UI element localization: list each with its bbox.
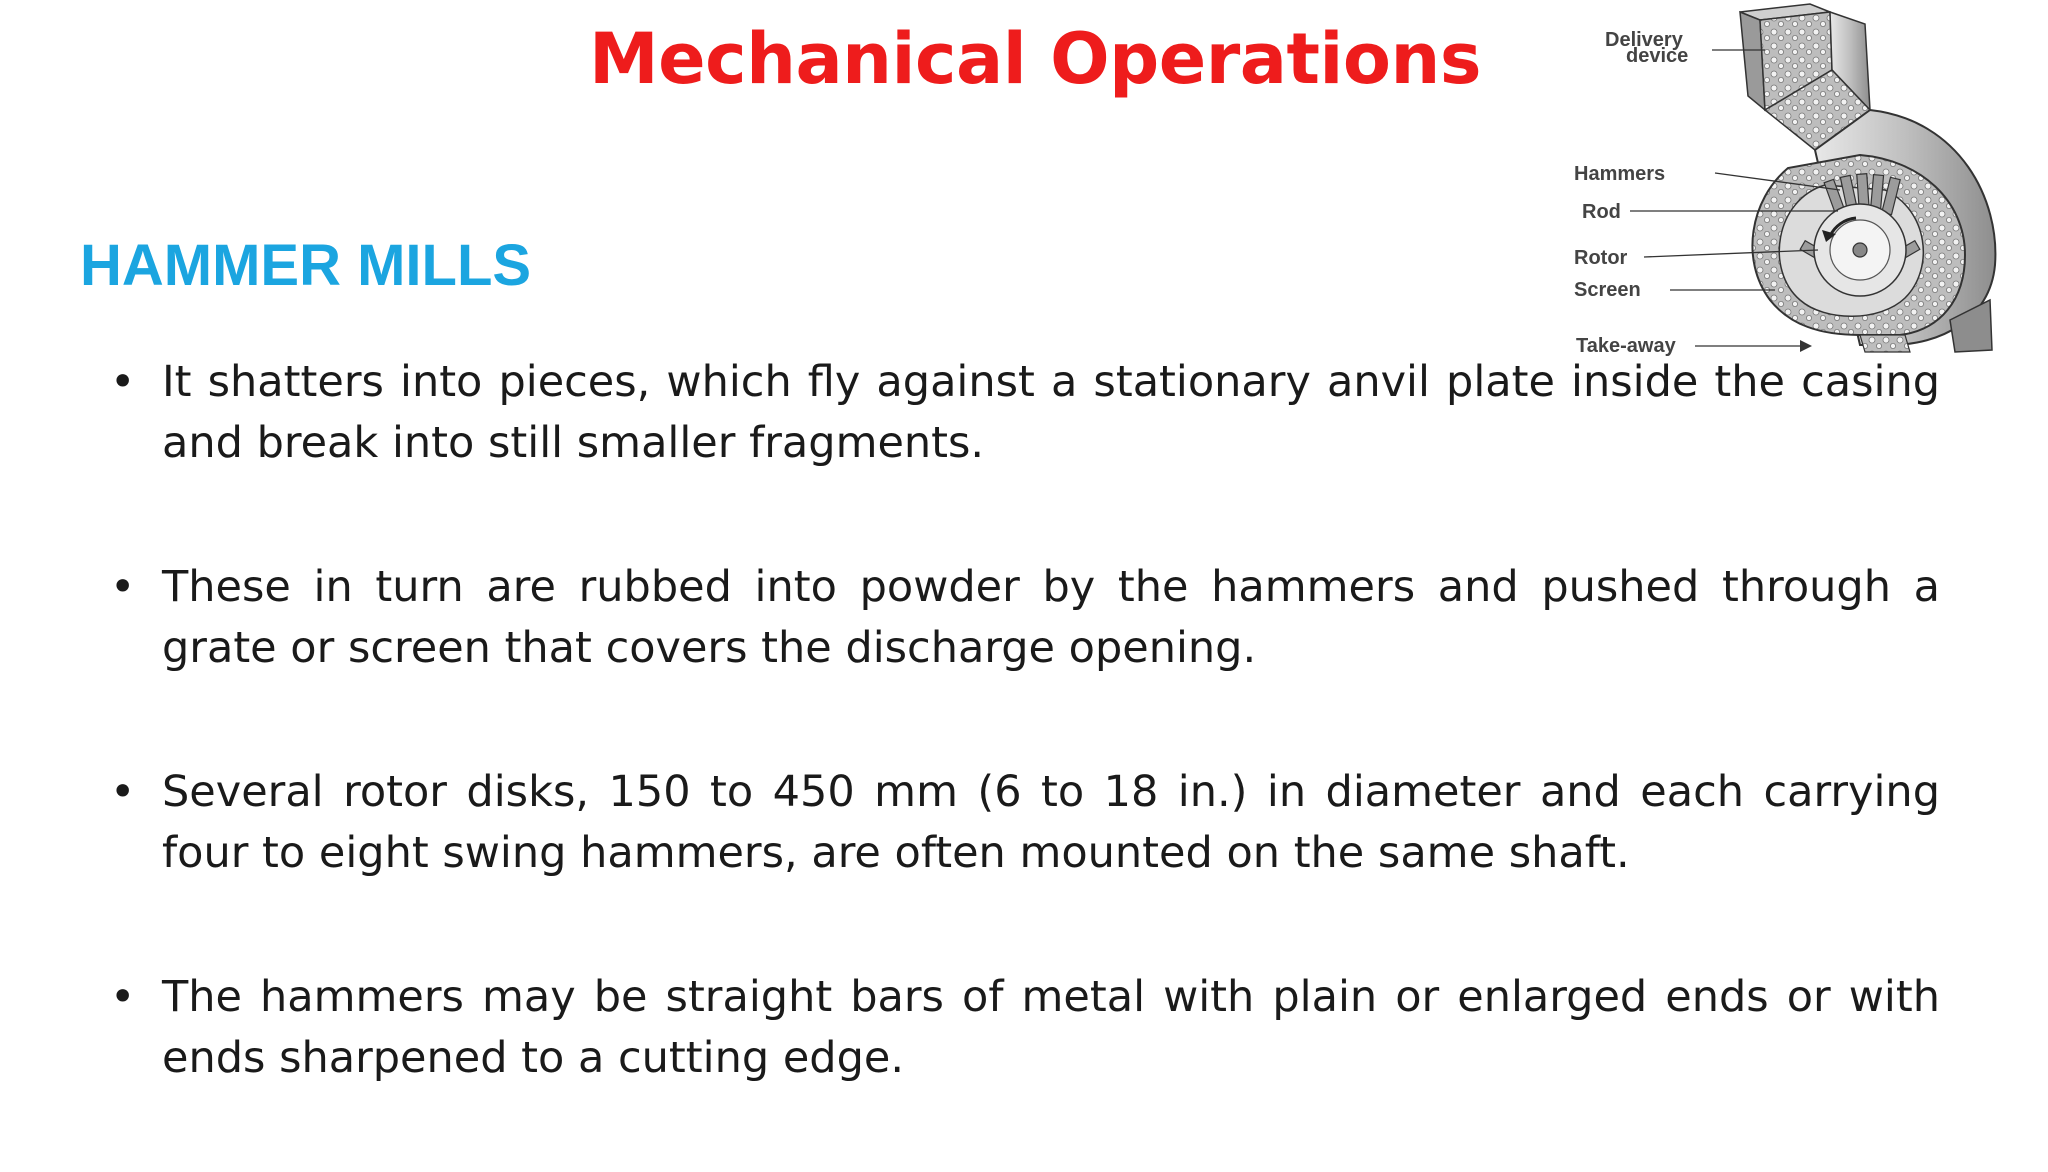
- slide-title: Mechanical Operations: [588, 18, 1481, 100]
- label-hammers: Hammers: [1574, 163, 1666, 185]
- hammer-mill-diagram: [1560, 0, 2048, 360]
- bullet-text: Several rotor disks, 150 to 450 mm (6 to 18 in.) in diameter and each carrying four to eight swing hammers, are often mounted on the same shaft.: [162, 767, 1940, 878]
- bullet-text: These in turn are rubbed into powder by the hammers and pushed through a grate or screen that covers the discharge opening.: [162, 562, 1940, 673]
- bullet-icon: •: [110, 562, 136, 612]
- label-rod: Rod: [1582, 201, 1621, 223]
- bullet-text: It shatters into pieces, which fly against a stationary anvil plate inside the casing and break into still smaller fragments.: [162, 357, 1940, 468]
- label-take-away: Take-away: [1576, 335, 1676, 357]
- bullet-icon: •: [110, 972, 136, 1022]
- bullet-item: [110, 762, 1940, 884]
- section-heading: HAMMER MILLS: [80, 233, 532, 298]
- label-device: device: [1626, 45, 1689, 67]
- bullet-icon: •: [110, 767, 136, 817]
- bullet-icon: •: [110, 357, 136, 407]
- bullet-item: [110, 967, 1940, 1089]
- bullet-item: [110, 352, 1940, 474]
- label-rotor: Rotor: [1574, 247, 1628, 269]
- label-delivery: Delivery: [1605, 29, 1683, 51]
- bullet-text: The hammers may be straight bars of metal with plain or enlarged ends or with ends sharpened to a cutting edge.: [162, 972, 1940, 1083]
- bullet-item: [110, 557, 1940, 679]
- bullet-list: [110, 352, 1940, 1172]
- label-screen: Screen: [1574, 279, 1641, 301]
